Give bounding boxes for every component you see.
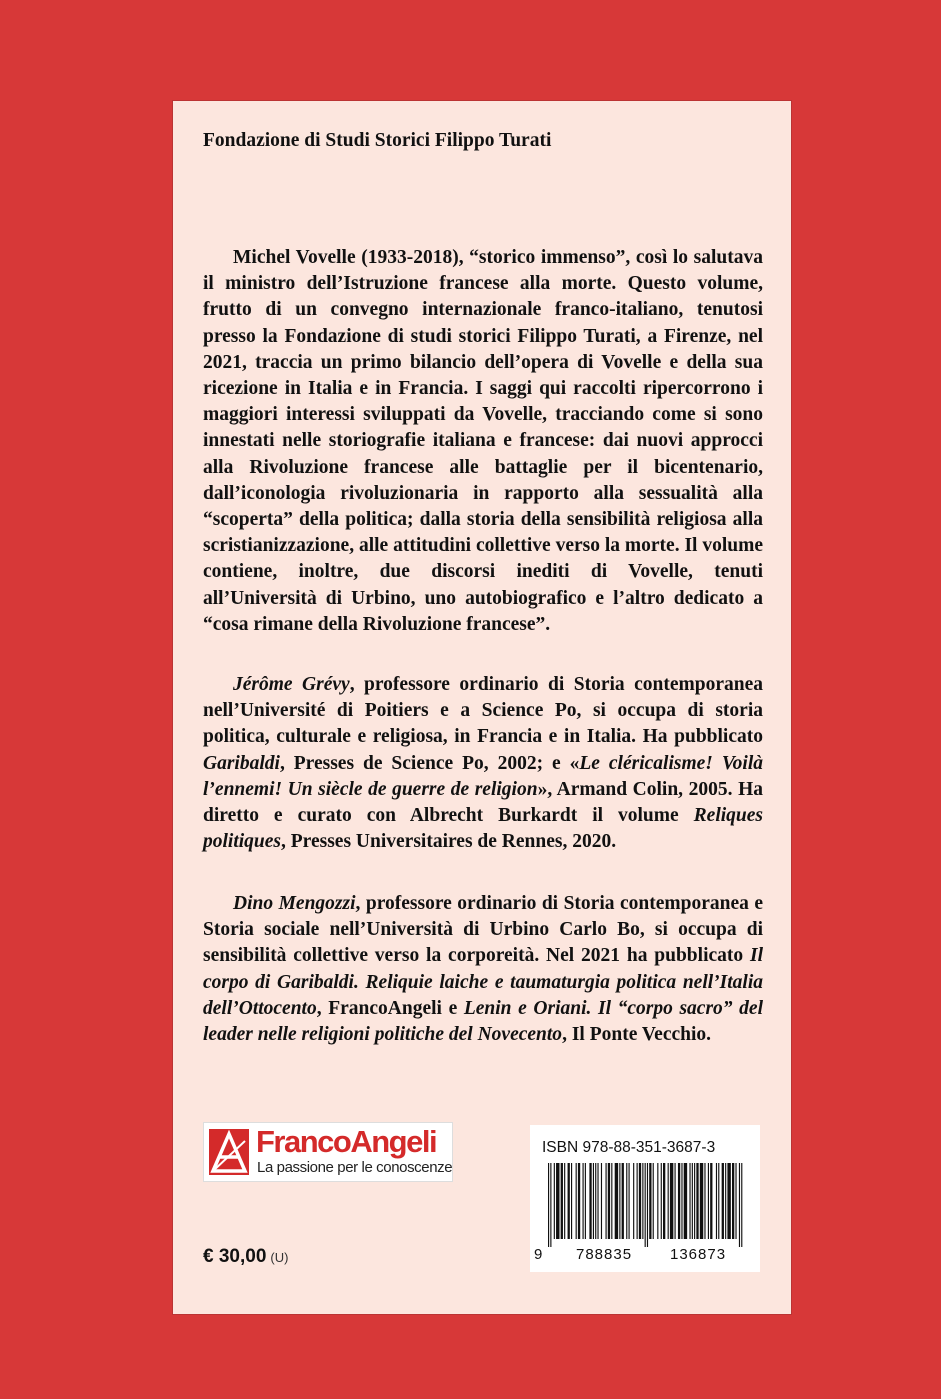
ean-right-digits: 136873 — [670, 1246, 727, 1263]
barcode-bar — [597, 1163, 598, 1239]
barcode-bar — [727, 1163, 730, 1239]
barcode-bar — [642, 1163, 643, 1239]
barcode-bar — [622, 1163, 624, 1239]
barcode-bar — [663, 1163, 665, 1239]
barcode-bar — [576, 1163, 577, 1239]
barcode-bar — [593, 1163, 594, 1239]
barcode-bar — [692, 1163, 693, 1239]
barcode-bar — [718, 1163, 719, 1239]
book-title: Garibaldi — [203, 752, 280, 774]
price-code: (U) — [270, 1250, 289, 1265]
barcode-bar — [735, 1163, 736, 1239]
barcode-bar — [601, 1163, 602, 1239]
back-cover-panel — [172, 100, 792, 1315]
barcode-bar — [583, 1163, 584, 1239]
price-value: € 30,00 — [203, 1246, 267, 1267]
author-name: Jérôme Grévy — [233, 674, 350, 695]
barcode-bars — [548, 1163, 744, 1247]
barcode-bar — [606, 1163, 607, 1239]
barcode-bar — [700, 1163, 703, 1239]
barcode-bar — [708, 1163, 709, 1239]
barcode-bar — [653, 1163, 654, 1239]
barcode-bar — [578, 1163, 580, 1239]
barcode-bar — [595, 1163, 596, 1239]
barcode-bar — [629, 1163, 630, 1239]
barcode-bar — [633, 1163, 634, 1239]
barcode-bar — [649, 1163, 651, 1239]
barcode-bar — [589, 1163, 591, 1239]
barcode-bar — [732, 1163, 734, 1239]
barcode-bar — [568, 1163, 570, 1239]
ean-left-digits: 788835 — [576, 1246, 633, 1263]
barcode-bar — [626, 1163, 627, 1239]
book-title: Le cléricalisme! Voilà l’ennemi! Un siècle de guerre de religion — [203, 752, 764, 800]
francoangeli-a-logo-icon — [209, 1129, 249, 1175]
publisher-logo — [203, 1122, 453, 1182]
book-title: Lenin e Oriani. Il “corpo sacro” del leader nelle religioni politiche del Novecento — [203, 997, 763, 1046]
barcode-bar — [681, 1163, 682, 1239]
barcode-bar — [741, 1163, 742, 1247]
book-abstract — [203, 245, 763, 638]
barcode-bar — [670, 1163, 673, 1239]
barcode-bar — [668, 1163, 669, 1239]
barcode-bar — [689, 1163, 690, 1239]
isbn-barcode — [530, 1125, 760, 1272]
barcode-bar — [696, 1163, 698, 1239]
abstract-paragraph: Michel Vovelle (1933-2018), “storico immenso”, così lo salutava il ministro dell’Istruzione francese alla morte. Questo volume, frutto di un convegno internazionale franco-italiano, tenutosi presso la Fondazione di studi storici Filippo Turati, a Firenze, nel 2021, traccia un primo bilancio dell’opera di Vovelle e della sua ricezione in Italia e in Francia. I saggi qui raccolti ripercorrono i maggiori interessi sviluppati da Vovelle, tracciando come si sono innestati nelle storiografie italiana e francese: dai nuovi approcci alla Rivoluzione francese alle battaglie per il bicentenario, dall’iconologia rivoluzionaria in rapporto alla sessualità alla “scoperta” della politica; dalla storia della sensibilità religiosa alla scristianizzazione, alle attitudini collettive verso la morte. Il volume contiene, inoltre, due discorsi inediti di Vovelle, tenuti all’Università di Urbino, uno autobiografico e l’altro dedicato a “cosa rimane della Rivoluzione francese”. — [203, 247, 763, 635]
barcode-bar — [619, 1163, 620, 1239]
barcode-bar — [647, 1163, 648, 1247]
barcode-bar — [564, 1163, 565, 1239]
author-bio-mengozzi: Dino Mengozzi, professore ordinario di Storia contemporanea e Storia sociale nell’Università di Urbino Carlo Bo, si occupa di sensibilità collettive verso la corporeità. Nel 2021 ha pubblicato Il corpo di Garibaldi. Reliquie laiche e taumaturgia politica nell’Italia dell’Ottocento, FrancoAngeli e Lenin e Oriani. Il “corpo sacro” del leader nelle religioni politiche del Novecento, Il Ponte Vecchio. — [203, 893, 763, 1046]
barcode-bar — [611, 1163, 612, 1239]
barcode-bar — [639, 1163, 641, 1239]
barcode-bar — [716, 1163, 717, 1239]
barcode-bar — [704, 1163, 705, 1239]
barcode-bar — [561, 1163, 563, 1239]
publisher-tagline: La passione per le conoscenze — [257, 1159, 453, 1176]
barcode-bar — [554, 1163, 555, 1239]
barcode-bar — [725, 1163, 726, 1239]
barcode-bar — [637, 1163, 638, 1239]
barcode-bar — [684, 1163, 687, 1239]
book-title: Reliques politiques — [203, 805, 763, 853]
book-title: Il corpo di Garibaldi. Reliquie laiche e taumaturgia politica nell’Italia dell’Ottocento — [203, 945, 763, 1019]
barcode-bar — [548, 1163, 549, 1247]
author-bio-grevy: Jérôme Grévy, professore ordinario di Storia contemporanea nell’Université di Poitiers e a Science Po, si occupa di storia politica, culturale e religiosa, in Francia e in Italia. Ha pubblicato Garibaldi, Presses de Science Po, 2002; e «Le cléricalisme! Voilà l’ennemi! Un siècle de guerre de religion», Armand Colin, 2005. Ha diretto e curato con Albrecht Burkardt il volume Reliques politiques, Presses Universitaires de Rennes, 2020. — [203, 674, 764, 853]
barcode-bar — [585, 1163, 586, 1239]
barcode-bar — [661, 1163, 662, 1239]
barcode-bar — [739, 1163, 740, 1247]
isbn-label: ISBN 978-88-351-3687-3 — [542, 1139, 716, 1156]
barcode-bar — [678, 1163, 680, 1239]
foundation-name: Fondazione di Studi Storici Filippo Turati — [203, 130, 552, 151]
barcode-bar — [571, 1163, 572, 1239]
barcode-bar — [550, 1163, 551, 1247]
author-name: Dino Mengozzi — [233, 893, 356, 914]
barcode-bar — [675, 1163, 676, 1239]
price — [203, 1246, 288, 1268]
barcode-bar — [710, 1163, 712, 1239]
barcode-bar — [645, 1163, 646, 1247]
barcode-bar — [722, 1163, 724, 1239]
barcode-bar — [615, 1163, 618, 1239]
barcode-bar — [694, 1163, 695, 1239]
barcode-bar — [556, 1163, 559, 1239]
barcode-bar — [657, 1163, 658, 1239]
ean-first-digit: 9 — [534, 1246, 543, 1263]
publisher-name: FrancoAngeli — [256, 1124, 437, 1159]
barcode-bar — [608, 1163, 610, 1239]
